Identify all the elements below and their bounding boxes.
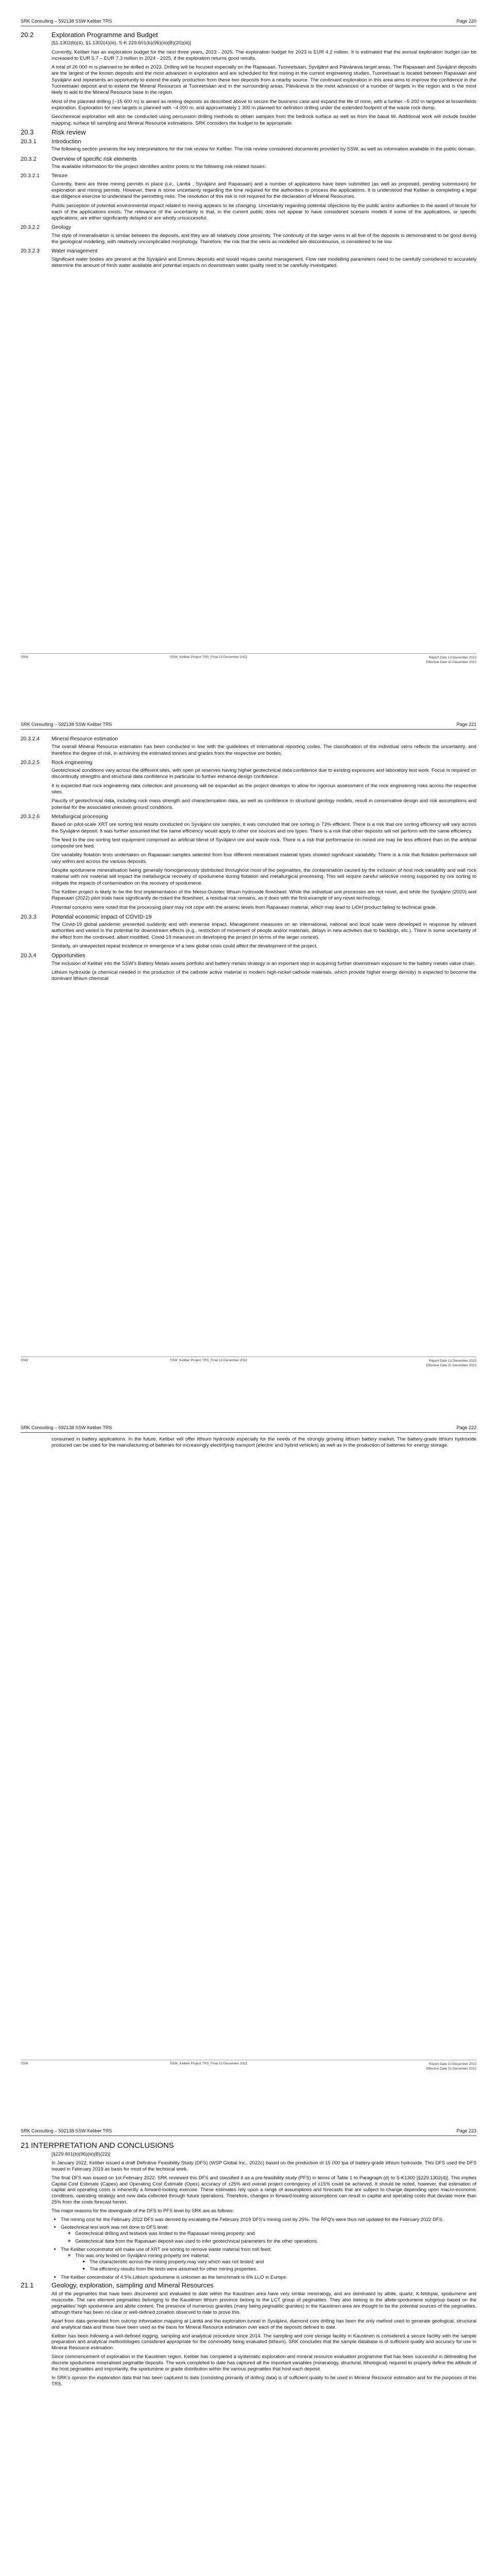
paragraph: The overall Mineral Resource estimation has been conducted in line with the guidelines of international reporting codes. The classification of the individual veins reflects the uncertainty, and therefore the degree of risk, in achieving the estimated tonnes and grades from the respective ore bodies. (52, 744, 476, 756)
footer-right: Report Date 13 December 2022 Effective Date 31 December 2022 (426, 1359, 476, 1367)
footer-center: SSW_Keliber Project TRS_Final 13 December 2022 (170, 2062, 248, 2065)
subsubsection-heading: 20.3.2.2 Geology (21, 225, 71, 231)
footer-center: SSW_Keliber Project TRS_Final 13 December 2022 (170, 655, 248, 659)
page-content (21, 2140, 476, 2389)
header-rule (21, 729, 476, 730)
footer-right: Report Date 13 December 2022 Effective Date 31 December 2022 (426, 656, 476, 664)
footer-left: SSW (21, 655, 28, 659)
subsection-heading: 20.3.3 Potential economic impact of COVID-19 (21, 913, 152, 920)
list-item: ◦ This was only tested on Syväjärvi mining property ore material; ▪ The characteristic across the mining property may vary which was not tested; and ▪ The efficiency results from the tests were assumed for other mining properties. (75, 2252, 476, 2273)
paragraph: Significant water bodies are present at the Syväjärvi and Emmes deposits and would require careful management. Flow rate modelling parameters need to be carefully considered to accurately determine the amount of fresh water available and potential impacts on downstream water quality need to be carefully investigated. (52, 256, 476, 268)
footer-rule (21, 653, 476, 654)
page-header (21, 722, 476, 728)
list-item: ▪ The characteristic across the mining property may vary which was not tested; and (90, 2259, 476, 2265)
paragraph: The available information for the project identifies and/or points to the following risk-related issues: (52, 164, 266, 170)
header-title: SRK Consulting – 592138 SSW Keliber TRS (21, 722, 112, 727)
paragraph: The major reasons for the downgrade of the DFS to PFS level by SRK are as follows: (52, 2208, 234, 2214)
paragraph: Similarly, an unexpected repeat incidence or emergence of a new global crisis could affect the development of the project. (52, 943, 318, 950)
header-title: SRK Consulting – 592138 SSW Keliber TRS (21, 19, 112, 24)
page-content (21, 733, 476, 985)
paragraph: Despite spodumene mineralisation being generally homogeneously distributed throughout most of the pegmatites, the contamination caused by the inclusion of host rock variability and wall rock material with ore material will impact the metallurgical recovery of spodumene during flotation and metallurgical processing. This will require careful selective mining supported by ore sorting to mitigate the impacts of contamination on the recovery of spodumene. (52, 868, 476, 886)
footer-center: SSW_Keliber Project TRS_Final 13 December 2022 (170, 1359, 248, 1362)
paragraph: It is expected that rock engineering data collection and processing will be expanded as the project develops to allow for rigorous assessment of the rock engineering risks across the respective sites. (52, 783, 476, 795)
subsubsection-heading: 20.3.2.4 Mineral Resource estimation (21, 736, 118, 742)
paragraph: Based on pilot-scale XRT ore sorting test results conducted on Syväjärvi ore samples, it was concluded that ore sorting is 73% efficient. There is a risk that ore sorting efficiency will vary across the Syväjärvi deposit. It was further assumed that the same efficiency would apply to other ore sources and ore types. There is a risk that other deposits will not perform with the same efficiency. (52, 822, 476, 834)
paragraph: The inclusion of Keliber into the SSW's Battery Metals assets portfolio and battery metals strategy is an important step in acquiring further downstream exposure to the battery metals value chain. (52, 960, 476, 967)
paragraph: Most of the planned drilling (~15 600 m) is aimed as resting deposits as described above to secure the business case and expand the life of mine, with a further ~5 200 m targeted at brownfields exploration. Exploration for new targets is planned with ~4 000 m, and approximately 1 300 m planned for definition drilling under the extended footprint of the waste rock dump. (52, 98, 476, 111)
header-title: SRK Consulting – 592138 SSW Keliber TRS (21, 1425, 112, 1430)
page-content (21, 30, 476, 272)
footer-left: SSW (21, 2062, 28, 2065)
subsection-heading: 20.3.1 Introduction (21, 139, 81, 145)
page-number: Page 223 (456, 2128, 476, 2133)
subsubsection-heading: 20.3.2.1 Tenure (21, 173, 68, 179)
list-item: • Geotechnical test work was not done to DFS level: ◦ Geotechnical drilling and testwork was limited to the Rapasaari mining property; and ◦ Geotechnical data from the Rapasaari deposit was used to infer geotechnical parameters for the other operations. (61, 2224, 476, 2244)
subsubsection-heading: 20.3.2.6 Metallurgical processing (21, 814, 108, 820)
footer-left: SSW (21, 1359, 28, 1362)
list-item: • The Keliber concentrator of 4.5% Lithium spodumene is unknown as the benchmark is 6% Li₂O in Europe. (61, 2274, 476, 2280)
chapter-heading: 21 INTERPRETATION AND CONCLUSIONS (21, 2141, 174, 2150)
paragraph: Since commencement of exploration in the Kaustinen region, Keliber has completed a systematic exploration and mineral resource evaluation programme that has been successful in delineating five discrete spodumene mineralised pegmatite deposits. The work completed to date has captured all the important variables (mineralogy, structural, lithological) required to properly define the attitude of the host pegmatites and importantly, the spodumene or grade distribution within the various pegmatites that host each deposit. (52, 2353, 476, 2372)
paragraph: Currently, Keliber has an exploration budget for the next three years, 2023 - 2025. The exploration budget for 2023 is EUR 4.2 million. It is estimated that the annual exploration budget can be increased to EUR 5.7 – EUR 7.3 million in 2024 - 2025, if the exploration returns good results. (52, 49, 476, 61)
page-number: Page 222 (456, 1425, 476, 1430)
page-223 (0, 2110, 497, 2576)
paragraph: Paucity of geotechnical data, including rock mass strength and characterisation data, as well as confidence in structural geology models, result in conservative design and risk assumptions and potential for the associated unknown ground conditions. (52, 798, 476, 810)
bullet-list (52, 2216, 476, 2280)
paragraph: The Covid-19 global pandemic presented suddenly and with immense impact. Management measures on an international, national and local scale were developed in response by relevant authorities and varied in the potential for downstream effects (e.g., restriction of movement of people and/or materials, delays in new activities due to backlogs, etc.). There is some uncertainty of the effect from the continued, albeit modified, Covid-19 measures on developing the project (in terms of the larger context). (52, 922, 476, 940)
subsection-heading: 20.3.2 Overview of specific risk elements (21, 156, 137, 162)
paragraph: Public perception of potential environmental impact related to mining appears to be changing. Uncertainty regarding potential objections by the public and/or authorities to the award of tenure for each of the applications exists. The relevance of the uncertainty is that, in the current public does not appear to have considered scenario models if some of the applications, or specific applications, are either significantly delayed or are wholly unsuccessful. (52, 202, 476, 222)
paragraph: The final DFS was issued on 1st February 2022. SRK reviewed this DFS and classified it as a pre-feasibility study (PFS) in terms of Table 1 to Paragraph (d) to S-K1300 [§229.1302(d)]. This implies Capital Cost Estimate (Capex) and Operating Cost Estimate (Opex) accuracy of ±25% and overall project contingency of ≤15% could be achieved. It should be noted, however, that estimation of capital and operating costs is inherently a forward-looking exercise. These estimates rely upon a range of assumptions and forecasts that are subject to change depending upon macro-economic conditions, operating strategy and new data collected through future operations. Therefore, changes in forward-looking assumptions can result in capital and operating costs that deviate more than 25% from the costs forecast herein. (52, 2174, 476, 2205)
page-header (21, 1425, 476, 1431)
page-221 (0, 703, 497, 1373)
header-rule (21, 1432, 476, 1433)
page-header (21, 19, 476, 25)
list-item: • The Keliber concentrator will make use of XRT ore sorting to remove waste material from mill feed; ◦ This was only tested on Syväjärvi mining property ore material; ▪ The characteristic across the mining property may vary which was not tested; and ▪ The efficiency results from the tests were assumed for other mining properties. (61, 2246, 476, 2273)
paragraph: Keliber has been following a well-defined logging, sampling and analytical procedure since 2014. The sampling and core storage facility in Kaustinen is considered a secure facility with the sample preparation and analytical methodologies considered appropriate for the commodity being evaluated (lithium). SRK concludes that the sample database is of sufficient quality and accuracy for use in Mineral Resource estimation. (52, 2332, 476, 2351)
paragraph: A total of 26 000 m is planned to be drilled in 2023. Drilling will be focused especially on the Rapasaari, Tuoreetsaari, Syväjärvi and Päiväneva target areas. The Rapasaari and Syväjärvi deposits are the largest of the known deposits and the most advanced in exploration and are scheduled for first mining in the current engineering studies. Tuoreetsaari is located between Rapasaari and Syväjärvi and represents an opportunity to extend the early production from these two deposits from a nearby source. The continued exploration in this area aims to improve the confidence in the Tuoreetsaari deposit and to extend the Mineral Resources at Tuoreetsaari and in the surrounding areas. Päiväneva is the most advanced of a number of targets in the region and is the most likely to add to the Mineral Resource base in the region. (52, 64, 476, 96)
sub-sub-list (75, 2259, 476, 2273)
paragraph: Potential concerns were noted that the processing plant may not cope with the arsenic levels from Rapasaari material, which may lead to LiOH product failing to technical grade. (52, 904, 437, 910)
paragraph: Apart from data generated from outcrop information mapping at Länttä and the exploration tunnel in Syväjärvi, diamond core drilling has been the only method used to generate geological, structural and analytical data and these have been used as the basis for Mineral Resource estimation over each of the deposits defined to date. (52, 2317, 476, 2330)
list-item: ◦ Geotechnical data from the Rapasaari deposit was used to infer geotechnical parameters for the other operations. (75, 2238, 476, 2244)
page-number: Page 221 (456, 722, 476, 727)
section-heading: 21.1 Geology, exploration, sampling and Mineral Resources (21, 2281, 214, 2290)
paragraph: Geotechnical conditions vary across the different sites, with open pit reserves having higher geotechnical data confidence due to existing exposures and laboratory test work. Focus is required on discontinuity strengths and structural data confidence in particular to further enhance design confidence. (52, 768, 476, 780)
section-heading: 20.2 Exploration Programme and Budget (21, 31, 158, 39)
header-title: SRK Consulting – 592138 SSW Keliber TRS (21, 2128, 112, 2133)
list-item: ▪ The efficiency results from the tests were assumed for other mining properties. (90, 2266, 476, 2272)
subsubsection-heading: 20.3.2.3 Water management (21, 248, 98, 255)
sub-list (61, 2230, 476, 2244)
regulation-tag: [§229.601(b)(96)(iii)(B)(22)] (52, 2150, 111, 2157)
paragraph: The style of mineralisation is similar between the deposits, and they are all relatively close proximity. The continuity of the larger veins in all five of the deposits is demonstrated to be good during the geological modelling, with relatively uncomplicated morphology. Therefore, the risk that the veins as modelled are discontinuous, is considered to be low. (52, 232, 476, 245)
paragraph: The feed to the ore sorting test equipment comprised an artificial blend of Syväjärvi ore and waste rock. There is a risk that performance on mined ore may be less efficient than on the artificial composite ore feed. (52, 837, 476, 850)
paragraph: consumed in battery applications. In the future, Keliber will offer lithium hydroxide especially for the needs of the strongly growing lithium battery market. The battery-grade lithium hydroxide produced can be used for the manufacturing of batteries for increasingly electrifying transport (electric and hybrid vehicles) as well as in the production of batteries for energy storage. (52, 1436, 476, 1449)
paragraph: Currently, there are three mining permits in place (i.e., Länttä , Syväjärvi and Rapasaari) and a number of applications have been submitted (as well as proposed, pending submission) for exploration and mining permits. However, there is some uncertainty regarding the time required for the authorities to process the applications. It is understood that Keliber is completing a legal due diligence exercise to understand the permitting risks. The resolution of this risk is not required for the declaration of Mineral Resources. (52, 181, 476, 200)
subsubsection-heading: 20.3.2.5 Rock engineering (21, 759, 93, 766)
page-header (21, 2128, 476, 2134)
sub-list (61, 2252, 476, 2273)
paragraph: Lithium hydroxide (a chemical needed in the production of the cathode active material in modern high-nickel cathode materials, which provide higher energy density) is expected to become the dominant lithium chemical (52, 969, 476, 982)
page-222 (0, 1406, 497, 2076)
subsection-heading: 20.3.4 Opportunities (21, 953, 85, 959)
paragraph: Ore variability flotation tests undertaken on Rapasaari samples selected from four different mineralised material types showed significant variability. There is a risk that flotation performance will vary within and across the various deposits. (52, 852, 476, 865)
list-item: ◦ Geotechnical drilling and testwork was limited to the Rapasaari mining property; and (75, 2230, 476, 2236)
page-220 (0, 0, 497, 670)
paragraph: The Keliber project is likely to be the first implementation of the Metso:Outotec lithium hydroxide flowsheet. While the individual unit processes are not novel, and while the Syväjärvi (2020) and Rapasaari (2022) pilot trials have significantly de-risked the flowsheet, a residual risk remains, as it does with the first example of any novel technology. (52, 889, 476, 902)
regulation-tag: [§1.1302(b)(4), §1.1302(4)(iii), S-K 229.601(b)(96)(iii)(B)(20)(iii)] (52, 40, 191, 46)
page-content (52, 1436, 476, 1452)
paragraph: Geochemical exploration will also be conducted using percussion drilling methods to obtain samples from the bedrock surface as well as from the basal till. Additional work will include boulder mapping, surface till sampling and Mineral Resource estimations. SRK considers the budget to be appropriate. (52, 114, 476, 126)
section-heading: 20.3 Risk review (21, 128, 86, 136)
list-item: • The mining cost for the February 2022 DFS was derived by escalating the February 2019 DFS's mining cost by 25%. The RFQ's were thus not updated for the February 2022 DFS. (61, 2216, 476, 2223)
footer-right: Report Date 13 December 2022 Effective Date 31 December 2022 (426, 2062, 476, 2071)
paragraph: All of the pegmatites that have been discovered and evaluated to date within the Kaustinen area have very similar mineralogy, and are dominated by albite, quartz, K-feldspar, spodumene and muscovite. The rare element pegmatites belonging to the Kaustinen lithium province belong to the LCT group of pegmatites. They also belong to the albite-spodumene subgroup based on the pegmatites' high spodumene and albite content. The presence of numerous granites (many being pegmatitic granites) in the Kaustinen area are thought to be the potential sources of the pegmatites, although there has been no clear or well-defined zonation observed to date to prove this. (52, 2291, 476, 2315)
paragraph: In SRK's opinion the exploration data that has been captured to date (consisting primarily of drilling data) is of sufficient quality to be used in Mineral Resource estimation and for the purposes of this TRS. (52, 2375, 476, 2386)
paragraph: In January 2022, Keliber issued a draft Definitive Feasibility Study (DFS) (WSP Global Inc., 2022c) based on the production of 15 000 tpa of battery-grade lithium hydroxide. This DFS used the DFS issued in February 2019 as basis for most of the technical work. (52, 2159, 476, 2172)
paragraph: The following section presents the key interpretations for the risk review for Keliber. The risk review considered documents provided by SSW, as well as information available in the public domain. (52, 146, 476, 152)
page-number: Page 220 (456, 19, 476, 24)
